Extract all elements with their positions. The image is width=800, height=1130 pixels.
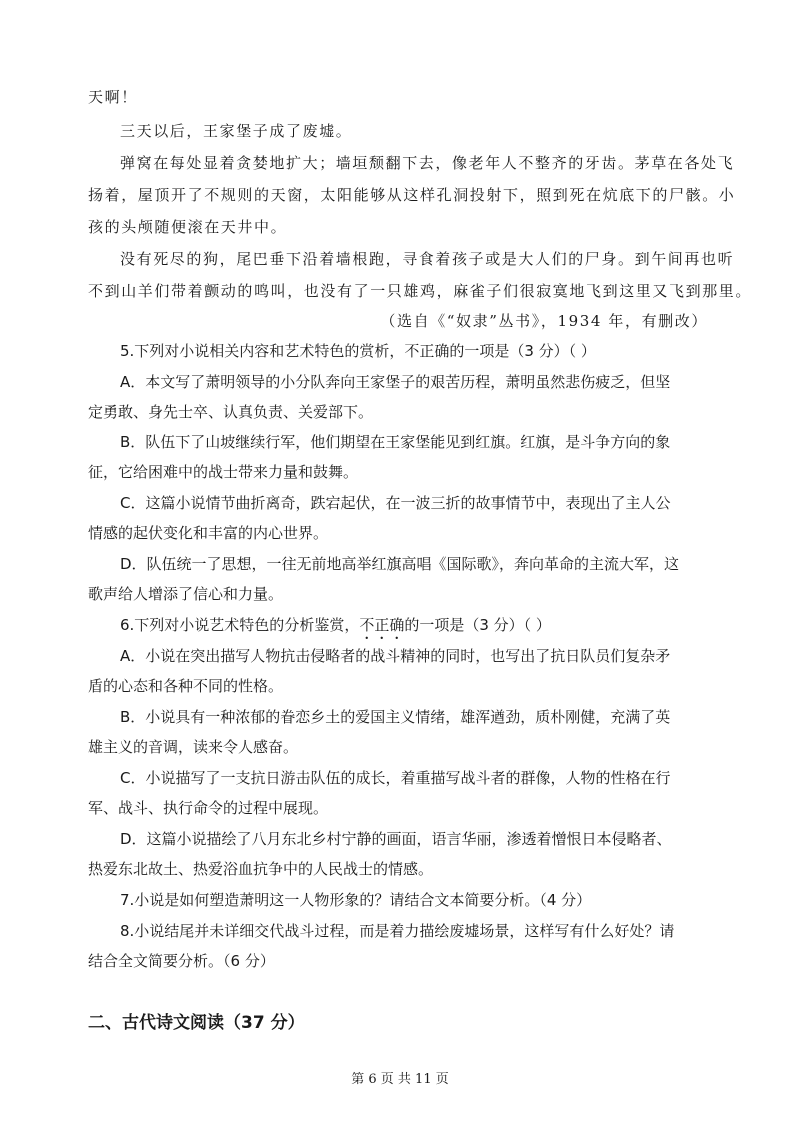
story-line: 三天以后，王家堡子成了废墟。 [120,122,353,140]
question-5-option-d-cont: 歌声给人增添了信心和力量。 [88,585,284,603]
question-6-option-a-cont: 盾的心态和各种不同的性格。 [88,677,284,695]
question-6-stem-post: 的一项是（3 分）（ ） [404,616,551,634]
story-source: （选自《“奴隶”丛书》，1934 年，有删改） [380,312,708,330]
question-6-option-d-cont: 热爱东北故土、热爱浴血抗争中的人民战士的情感。 [88,860,434,878]
story-line: 天啊！ [88,88,138,106]
question-5-option-a-cont: 定勇敢、身先士卒、认真负责、关爱部下。 [88,403,374,421]
question-6-emphasis: 不正确 [359,616,405,634]
question-5-option-c-cont: 情感的起伏变化和丰富的内心世界。 [88,524,329,542]
section-heading: 二、古代诗文阅读（37 分） [88,1013,305,1033]
question-7-stem: 7.小说是如何塑造萧明这一人物形象的？请结合文本简要分析。（4 分） [120,891,592,909]
question-5-option-b-cont: 征，它给困难中的战士带来力量和鼓舞。 [88,463,359,481]
question-6-option-b-cont: 雄主义的音调，读来令人感奋。 [88,738,299,756]
question-8-stem-cont: 结合全文简要分析。（6 分） [88,952,275,970]
question-5-stem: 5.下列对小说相关内容和艺术特色的赏析，不正确的一项是（3 分）（ ） [120,342,596,360]
question-6-option-c-cont: 军、战斗、执行命令的过程中展现。 [88,799,329,817]
question-5-option-b: B．队伍下了山坡继续行军，他们期望在王家堡能见到红旗。红旗，是斗争方向的象 [120,433,671,451]
story-line: 扬着，屋顶开了不规则的天窗，太阳能够从这样孔洞投射下，照到死在炕底下的尸骸。小 [88,186,736,204]
story-line: 没有死尽的狗，尾巴垂下沿着墙根跑，寻食着孩子或是大人们的尸身。到午间再也听 [120,250,735,268]
story-line: 孩的头颅随便滚在天井中。 [88,218,288,236]
question-5-option-d: D．队伍统一了思想，一往无前地高举红旗高唱《国际歌》，奔向革命的主流大军，这 [120,555,680,573]
question-6-option-b: B．小说具有一种浓郁的眷恋乡土的爱国主义情绪，雄浑遒劲，质朴刚健，充满了英 [120,708,671,726]
question-6-option-d: D．这篇小说描绘了八月东北乡村宁静的画面，语言华丽，渗透着憎恨日本侵略者、 [120,830,672,848]
page-footer: 第 6 页 共 11 页 [351,1072,449,1087]
question-6-option-a: A．小说在突出描写人物抗击侵略者的战斗精神的同时，也写出了抗日队员们复杂矛 [120,647,671,665]
question-6-stem-pre: 6.下列对小说艺术特色的分析鉴赏， [120,616,360,634]
question-5-option-a: A．本文写了萧明领导的小分队奔向王家堡子的艰苦历程，萧明虽然悲伤疲乏，但坚 [120,373,671,391]
question-5-option-c: C．这篇小说情节曲折离奇，跌宕起伏，在一波三折的故事情节中，表现出了主人公 [120,494,671,512]
story-line: 不到山羊们带着颤动的鸣叫，也没有了一只雄鸡，麻雀子们很寂寞地飞到这里又飞到那里。 [88,282,753,300]
question-6-stem [88,610,718,643]
story-line: 弹窝在每处显着贪婪地扩大；墙垣颓翻下去，像老年人不整齐的牙齿。茅草在各处飞 [120,154,735,172]
question-8-stem: 8.小说结尾并未详细交代战斗过程，而是着力描绘废墟场景，这样写有什么好处？请 [120,922,675,940]
question-6-option-c: C．小说描写了一支抗日游击队伍的成长，着重描写战斗者的群像，人物的性格在行 [120,769,671,787]
